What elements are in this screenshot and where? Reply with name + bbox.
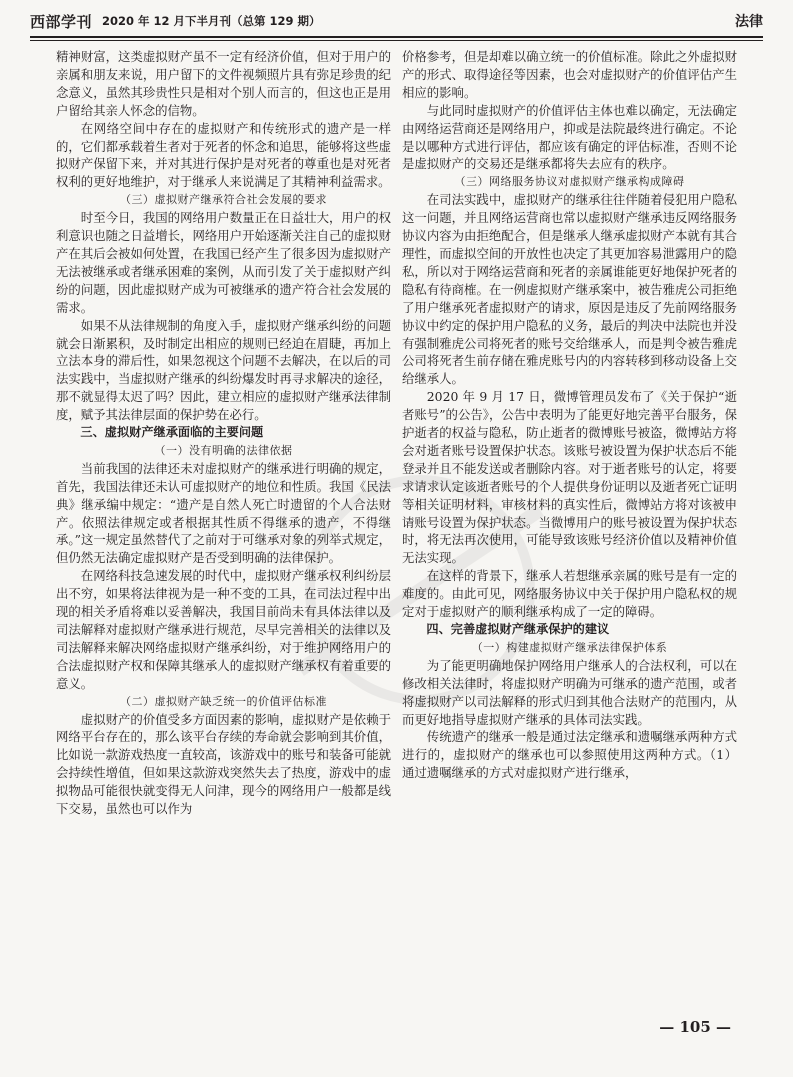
- paragraph: 如果不从法律规制的角度入手，虚拟财产继承纠纷的问题就会日渐累积，及时制定出相应的规则已经迫在眉睫，再加上立法本身的滞后性，如果忽视这个问题不去解决，在以后的司法实践中，当虚拟财产继承的纠纷爆发时再寻求解决的途径，那不就显得太迟了吗？因此，建立相应的虚拟财产继承法律制度，赋予其法律层面的保护势在必行。: [56, 317, 391, 423]
- section-heading: 四、完善虚拟财产继承保护的建议: [426, 622, 610, 636]
- subsection-heading: （二）虚拟财产缺乏统一的价值评估标准: [120, 694, 327, 708]
- subsection-heading: （三）网络服务协议对虚拟财产继承构成障碍: [454, 175, 685, 189]
- left-column: [56, 48, 391, 818]
- paragraph: 在网络科技急速发展的时代中，虚拟财产继承权利纠纷层出不穷，如果将法律视为是一种不变的工具，在司法过程中出现的相关矛盾将难以妥善解决，我国目前尚未有具体法律以及司法解释对虚拟财产继承进行规范，尽早完善相关的法律以及司法解释来解决网络虚拟财产继承纠纷，对于维护网络用户的合法虚拟财产权和保障其继承人的虚拟财产继承权有着重要的意义。: [56, 568, 391, 691]
- paragraph: 在这样的背景下，继承人若想继承亲属的账号是有一定的难度的。由此可见，网络服务协议中关于保护用户隐私权的规定对于虚拟财产的顺利继承构成了一定的障碍。: [402, 568, 737, 620]
- subsection-heading: （一）没有明确的法律依据: [154, 443, 293, 457]
- paragraph: 在司法实践中，虚拟财产的继承往往伴随着侵犯用户隐私这一问题，并且网络运营商也常以虚拟财产继承违反网络服务协议内容为由拒绝配合，但是继承人继承虚拟财产本就有其合理性，而虚拟空间的开放性也决定了其更加容易泄露用户的隐私，所以对于网络运营商和死者的亲属谁能更好地保护死者的隐私有待商榷。在一例虚拟财产继承案中，被告雅虎公司拒绝了用户继承死者虚拟财产的请求，原因是违反了先前网络服务协议中约定的保护用户隐私的义务，最后的判决中法院也并没有强制雅虎公司将死者的账号交给继承人，而是判令被告雅虎公司将死者生前存储在雅虎账号内的内容转移到移动设备上交给继承人。: [402, 192, 737, 387]
- running-header: [30, 8, 763, 34]
- section-label: 法律: [735, 14, 763, 30]
- page-number: — 105 —: [659, 1018, 731, 1036]
- paragraph: 传统遗产的继承一般是通过法定继承和遗嘱继承两种方式进行的，虚拟财产的继承也可以参照使用这两种方式。（1）通过遗嘱继承的方式对虚拟财产进行继承，: [402, 729, 737, 781]
- paragraph: 在网络空间中存在的虚拟财产和传统形式的遗产是一样的，它们都承载着生者对于死者的怀念和追思，能够将这些虚拟财产保留下来，并对其进行保护是对死者的尊重也是对死者权利的更好地维护，对于继承人来说满足了其精神利益需求。: [56, 120, 391, 190]
- paragraph: 虚拟财产的价值受多方面因素的影响，虚拟财产是依赖于网络平台存在的，那么该平台存续的寿命就会影响到其价值，比如说一款游戏热度一直较高，该游戏中的账号和装备可能就会持续性增值，但如果这款游戏突然失去了热度，游戏中的虚拟物品可能很快就变得无人问津，现今的网络用户一般都是线下交易，虽然也可以作为: [56, 711, 391, 817]
- paragraph: 与此同时虚拟财产的价值评估主体也难以确定，无法确定由网络运营商还是网络用户，抑或是法院最终进行确定。不论是以哪种方式进行评估，都应该有确定的评估标准，否则不论是虚拟财产的交易还是继承都将失去应有的秩序。: [402, 102, 737, 172]
- paragraph: 为了能更明确地保护网络用户继承人的合法权利，可以在修改相关法律时，将虚拟财产明确为可继承的遗产范围，或者将虚拟财产以司法解释的形式归到其他合法财产的范围内，从而更好地指导虚拟财产继承的具体司法实践。: [402, 657, 737, 727]
- issue-info: 2020 年 12 月下半月刊（总第 129 期）: [102, 14, 321, 28]
- header-rule: [30, 36, 763, 38]
- paragraph: 精神财富，这类虚拟财产虽不一定有经济价值，但对于用户的亲属和朋友来说，用户留下的文件视频照片具有弥足珍贵的纪念意义，虽然其珍贵性只是相对个别人而言的，但这也正是用户留给其亲人怀念的信物。: [56, 49, 391, 118]
- header-rule-thin: [30, 40, 763, 41]
- paragraph: 时至今日，我国的网络用户数量正在日益壮大，用户的权利意识也随之日益增长，网络用户开始逐渐关注自己的虚拟财产在其后会被如何处置，在我国已经产生了很多因为虚拟财产无法被继承或者继承困难的案例，从而引发了关于虚拟财产纠纷的问题，因此虚拟财产成为可被继承的遗产符合社会发展的需求。: [56, 210, 391, 315]
- paragraph: 当前我国的法律还未对虚拟财产的继承进行明确的规定，首先，我国法律还未认可虚拟财产的地位和性质。我国《民法典》继承编中规定：“遗产是自然人死亡时遗留的个人合法财产。依照法律规定或者根据其性质不得继承的遗产，不得继承。”这一规定虽然替代了之前对于可继承对象的列举式规定，但仍然无法确定虚拟财产是否受到明确的法律保护。: [56, 460, 391, 566]
- paragraph: 价格参考，但是却难以确立统一的价值标准。除此之外虚拟财产的形式、取得途径等因素，也会对虚拟财产的价值评估产生相应的影响。: [402, 49, 737, 100]
- subsection-heading: （三）虚拟财产继承符合社会发展的要求: [120, 193, 327, 207]
- paragraph: 2020 年 9 月 17 日，微博管理员发布了《关于保护“逝者账号”的公告》，公告中表明为了能更好地完善平台服务，保护逝者的权益与隐私，防止逝者的微博账号被盗，微博站方将会对逝者账号设置保护状态。该账号被设置为保护状态后不能登录并且不能发送或者删除内容。对于逝者账号的认定，将要求请求认定该逝者账号的个人提供身份证明以及逝者死亡证明等相关证明材料，审核材料的真实性后，微博站方将对该被申请账号设置为保护状态。当微博用户的账号被设置为保护状态时，将无法再次使用，可能导致该账号经济价值以及精神价值无法实现。: [402, 389, 737, 566]
- subsection-heading: （一）构建虚拟财产继承法律保护体系: [471, 640, 668, 654]
- journal-logo: 西部学刊: [30, 13, 93, 31]
- section-heading: 三、虚拟财产继承面临的主要问题: [80, 425, 264, 440]
- right-column: [402, 48, 737, 782]
